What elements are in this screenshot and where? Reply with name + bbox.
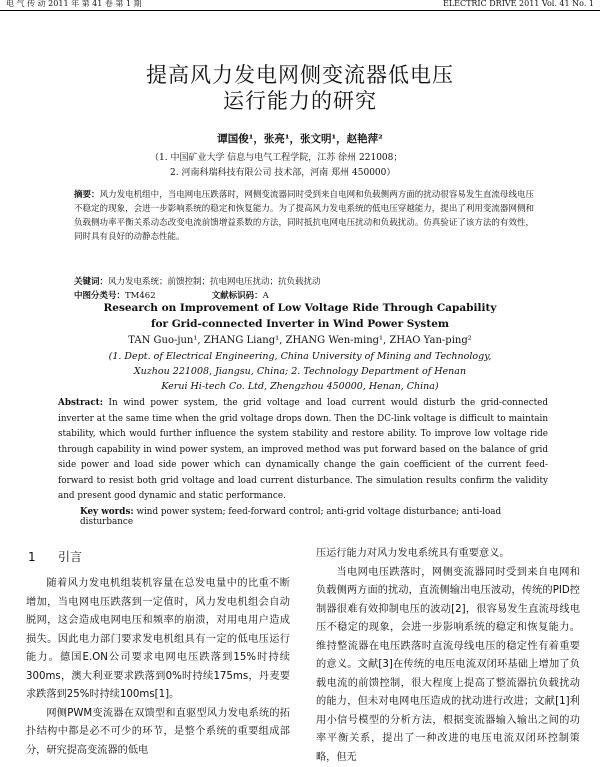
classification-line — [74, 289, 534, 301]
affiliation-en-1: (1. Dept. of Electrical Engineering, China University of Mining and Technology, — [0, 351, 600, 362]
english-title-line1: Research on Improvement of Low Voltage Ride Through Capability — [0, 302, 600, 314]
paper-title-line2: 运行能力的研究 — [0, 88, 600, 114]
paragraph: 随着风力发电机组装机容量在总发电量中的比重不断增加，当电网电压跌落到一定值时，风力发电机组会自动脱网，这会造成电网电压和频率的崩溃，对用电用户造成损失。因此电力部门要求发电机组具有一定的低电压运行能力。德国E.ON公司要求电网电压跌落到15%时持续300ms，澳大利亚要求跌落到0%时持续175ms，丹麦要求跌落到25%时持续100ms[1]。 — [26, 575, 290, 705]
english-title-line2: for Grid-connected Inverter in Wind Power System — [0, 318, 600, 330]
keywords-cn-text: 风力发电系统；前馈控制；抗电网电压扰动；抗负载扰动 — [108, 277, 321, 287]
abstract-cn — [74, 188, 534, 244]
section-number: 1 — [28, 550, 58, 564]
keywords-en-label: Key words: — [80, 507, 134, 517]
section-heading — [28, 548, 82, 565]
abstract-en — [58, 396, 548, 505]
clc-value: TM462 — [125, 291, 156, 301]
doc-code-value: A — [263, 291, 269, 301]
paper-title-line1: 提高风力发电网侧变流器低电压 — [0, 62, 600, 88]
authors-en: TAN Guo-jun¹, ZHANG Liang¹, ZHANG Wen-ming¹, ZHAO Yan-ping² — [0, 335, 600, 346]
running-header — [0, 0, 600, 11]
keywords-cn — [74, 275, 534, 287]
abstract-cn-text: 风力发电机组中，当电网电压跌落时，网侧变流器同时受到来自电网和负载侧两方面的扰动很容易发生直流母线电压不稳定的现象，会进一步影响系统的稳定和恢复能力。为了提高风力发电系统的低电压穿越能力，提出了利用变流器网侧和负载侧功率平衡关系动态改变电流前馈增益系数的方法，同时抵抗电网电压扰动和负载扰动。仿真验证了该方法的有效性，同时具有良好的动静态性能。 — [74, 190, 534, 242]
clc-label: 中图分类号： — [74, 291, 125, 301]
body-column-right — [316, 545, 580, 767]
abstract-en-label: Abstract: — [58, 398, 103, 408]
affiliation-cn-1: （1. 中国矿业大学 信息与电气工程学院，江苏 徐州 221008； — [150, 150, 402, 163]
affiliation-en-2: Xuzhou 221008, Jiangsu, China; 2. Technology Department of Henan — [0, 366, 600, 377]
affiliation-en-3: Kerui Hi-tech Co. Ltd, Zhengzhou 450000, Henan, China) — [0, 381, 600, 392]
paragraph: 网侧PWM变流器在双馈型和直驱型风力发电系统的拓扑结构中都是必不可少的环节，是整个系统的重要组成部分，研究提高变流器的低电 — [26, 705, 290, 761]
abstract-en-text: In wind power system, the grid voltage and load current would disturb the grid-connected inverter at the same time when the grid voltage drops down. Then the DC-link voltage is difficult to maintain stability, which would further influence the system stability and restore ability. To improve low voltage ride through capability in wind power system, an improved method was put forward based on the balance of grid side power and load side power which can dynamically change the gain coefficient of the current feed-forward to resist both grid voltage and load current disturbance. The simulation results confirm the validity and present good dynamic and static performance. — [58, 398, 548, 501]
section-title: 引言 — [58, 550, 82, 564]
body-column-left — [26, 575, 290, 760]
authors-cn: 谭国俊¹，张亮¹，张文明¹，赵艳萍² — [0, 131, 600, 146]
journal-header-cn: 电 气 传 动 2011 年 第 41 卷 第 1 期 — [6, 0, 142, 8]
doc-code-label: 文献标识码： — [212, 291, 263, 301]
keywords-en — [80, 507, 550, 527]
keywords-en-text: wind power system; feed-forward control; anti-grid voltage disturbance; anti-load disturbance — [80, 507, 501, 527]
abstract-cn-label: 摘要： — [74, 190, 100, 200]
keywords-cn-label: 关键词： — [74, 277, 108, 287]
paragraph: 当电网电压跌落时，网侧变流器同时受到来自电网和负载侧两方面的扰动，直流侧输出电压波动，传统的PID控制器很难有效抑制电压的波动[2]，很容易发生直流母线电压不稳定的现象，会进一步影响系统的稳定和恢复能力。维持整流器在电压跌落时直流母线电压的稳定性有着重要的意义。文献[3]在传统的电压电流双闭环基础上增加了负载电流的前馈控制，很大程度上提高了整流器抗负载扰动的能力，但未对电网电压造成的扰动进行改进；文献[1]利用小信号模型的分析方法，根据变流器输入输出之间的功率平衡关系，提出了一种改进的电压电流双闭环控制策略，但无 — [316, 564, 580, 767]
journal-header-en: ELECTRIC DRIVE 2011 Vol. 41 No. 1 — [443, 0, 594, 8]
paragraph: 压运行能力对风力发电系统具有重要意义。 — [316, 545, 580, 564]
affiliation-cn-2: 2. 河南科瑞科技有限公司 技术部，河南 郑州 450000） — [170, 165, 395, 178]
